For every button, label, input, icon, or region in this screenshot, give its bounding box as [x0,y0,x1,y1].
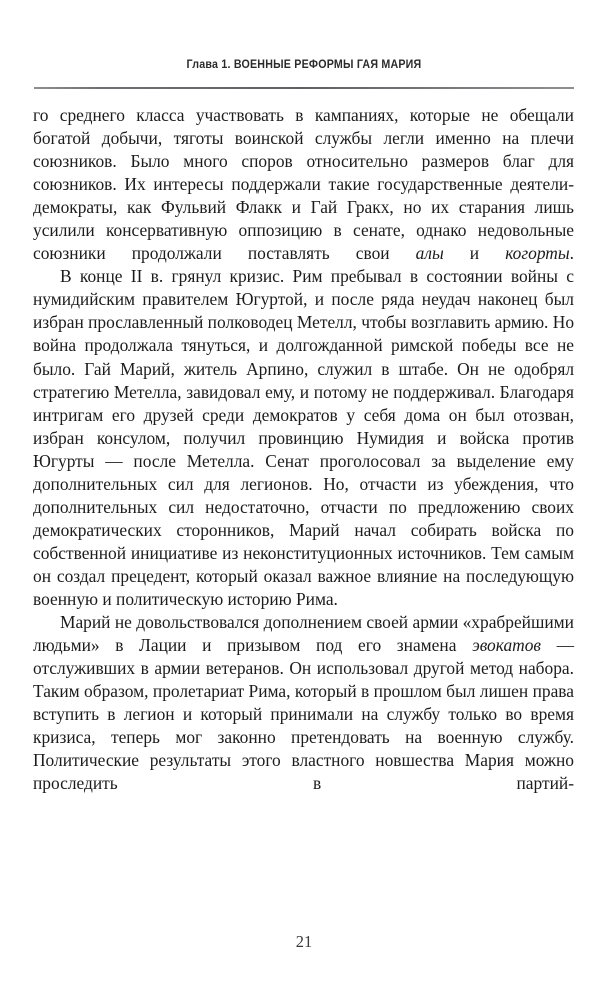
paragraph-continued: го среднего класса участвовать в кампаниях, которые не обещали богатой добычи, тяготы воинской службы легли именно на плечи союзников. Было много споров относительно размеров благ для союзников. Их интересы поддержали такие государственные деятели-демократы, как Фульвий Флакк и Гай Гракх, но их старания лишь усилили консервативную оппозицию в сенате, однако недовольные союзники продолжали поставлять свои алы и когорты. [33,105,574,264]
page-number: 21 [295,932,313,951]
italic-term: алы [415,243,444,264]
italic-term: когорты [505,243,570,264]
header-rule-divider [34,87,574,89]
paragraph-continues-next-page: Марий не довольствовался дополнением своей армии «храбрейшими людьми» в Лации и призывом под его знамена эвокатов — отслуживших в армии ветеранов. Он использовал другой метод набора. Таким образом, пролетариат Рима, который в прошлом был лишен права вступить в легион и который принимали на службу только во время кризиса, теперь мог законно претендовать на военную службу. Политические результаты этого властного новшества Мария можно проследить в партий- [33,612,574,794]
paragraph: В конце II в. грянул кризис. Рим пребывал в состоянии войны с нумидийским правителем Югуртой, и после ряда неудач наконец был избран прославленный полководец Метелл, чтобы возглавить армию. Но война продолжала тянуться, и долгожданной римской победы все не было. Гай Марий, житель Арпино, служил в штабе. Он не одобрял стратегию Метелла, завидовал ему, и потому не поддерживал. Благодаря интригам его друзей среди демократов у себя дома он был отозван, избран консулом, получил провинцию Нумидия и войска против Югурты — после Метелла. Сенат проголосовал за выделение ему дополнительных сил для легионов. Но, отчасти из убеждения, что дополнительных сил недостаточно, отчасти по предложению своих демократических сторонников, Марий начал собирать войска по собственной инициативе из неконституционных источников. Тем самым он создал прецедент, который оказал важное влияние на последующую военную и политическую историю Рима. [33,266,575,609]
running-head: Глава 1. ВОЕННЫЕ РЕФОРМЫ ГАЯ МАРИЯ [186,57,422,71]
body-text-block [33,104,574,795]
italic-term: эвокатов [472,635,541,656]
